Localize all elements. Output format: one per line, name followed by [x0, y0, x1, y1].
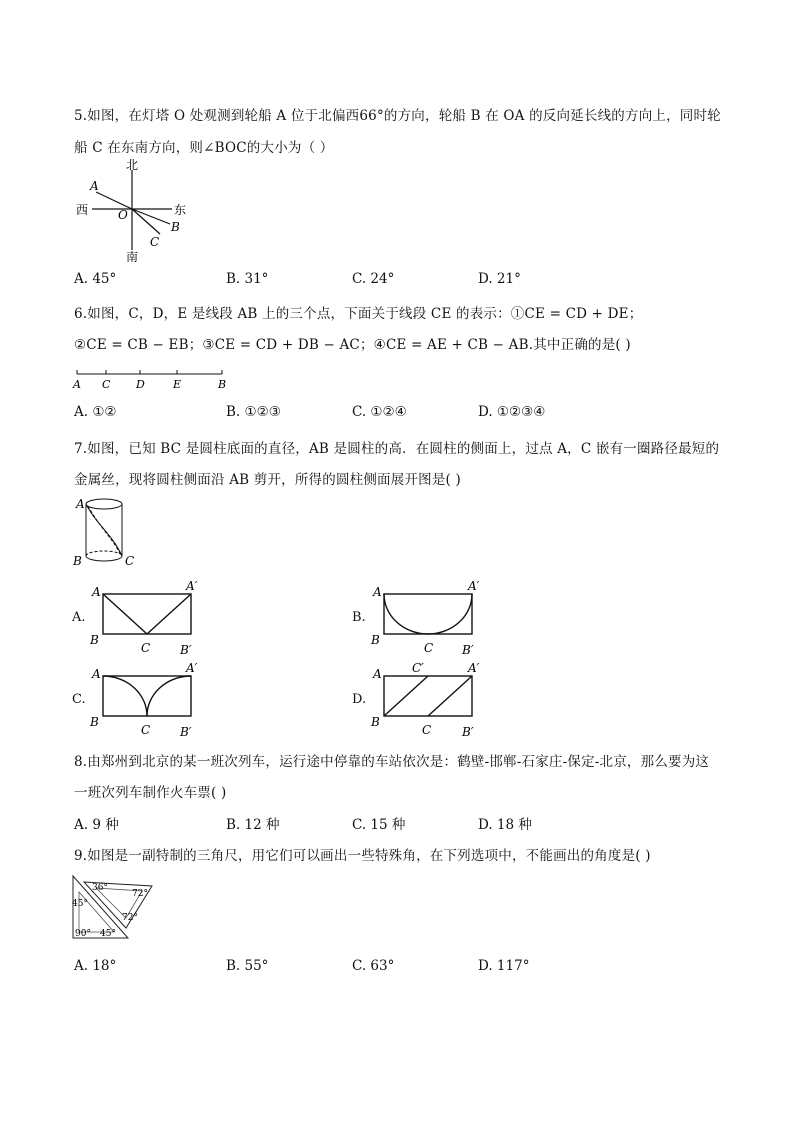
point-o-label: O: [118, 208, 128, 222]
q5-option-d[interactable]: D. 21°: [478, 271, 521, 287]
q7-option-a-figure[interactable]: [88, 578, 212, 660]
seg-point-c: C: [102, 378, 111, 391]
svg-text:C′: C′: [412, 661, 424, 675]
svg-text:B: B: [371, 633, 380, 647]
q7-cylinder-figure: [70, 494, 140, 570]
q5-stem-line2: 船 C 在东南方向，则∠BOC的大小为（ ）: [74, 140, 334, 156]
svg-text:A: A: [92, 585, 101, 599]
svg-text:C: C: [422, 723, 432, 737]
q5-option-a[interactable]: A. 45°: [74, 271, 117, 287]
svg-text:A′: A′: [186, 579, 198, 593]
q6-option-b[interactable]: B. ①②③: [226, 404, 281, 420]
q8-option-b[interactable]: B. 12 种: [226, 817, 280, 833]
q5-compass-figure: [74, 158, 204, 266]
point-a-label: A: [90, 179, 99, 193]
svg-text:C: C: [141, 723, 151, 737]
svg-text:A: A: [373, 667, 382, 681]
svg-text:B: B: [90, 633, 99, 647]
q7-option-b-figure[interactable]: [370, 578, 494, 660]
angle-72-top-label: 72°: [132, 889, 148, 899]
point-c-label: C: [150, 235, 160, 249]
angle-90-label: 90°: [75, 929, 91, 939]
q6-stem-line2: ②CE = CB − EB；③CE = CD + DB − AC；④CE = AE + CB − AB.其中正确的是( ): [74, 337, 631, 353]
q8-option-a[interactable]: A. 9 种: [74, 817, 119, 833]
svg-text:B′: B′: [462, 725, 474, 739]
svg-text:C: C: [141, 641, 151, 655]
q7-option-b-letter[interactable]: B.: [352, 610, 366, 625]
q5-stem-line1: 5.如图，在灯塔 O 处观测到轮船 A 位于北偏西66°的方向，轮船 B 在 OA 的反向延长线的方向上，同时轮: [74, 108, 721, 124]
west-label: 西: [76, 203, 89, 217]
q9-option-c[interactable]: C. 63°: [352, 958, 395, 974]
q7-option-a-letter[interactable]: A.: [72, 610, 86, 625]
q6-stem-line1: 6.如图，C，D，E 是线段 AB 上的三个点，下面关于线段 CE 的表示：①CE = CD + DE；: [74, 306, 643, 322]
q8-option-c[interactable]: C. 15 种: [352, 817, 406, 833]
q8-stem-line2: 一班次列车制作火车票( ): [74, 785, 227, 801]
angle-45-left-label: 45°: [72, 899, 88, 909]
q9-stem-line1: 9.如图是一副特制的三角尺，用它们可以画出一些特殊角，在下列选项中，不能画出的角度是( ): [74, 848, 651, 864]
q6-option-a[interactable]: A. ①②: [74, 404, 117, 420]
seg-point-e: E: [173, 378, 182, 391]
angle-72-bottom-label: 72°: [122, 913, 138, 923]
cyl-point-a: A: [76, 497, 85, 511]
angle-45-bottom-label: 45°: [100, 929, 116, 939]
svg-text:C: C: [424, 641, 434, 655]
cyl-point-b: B: [73, 554, 82, 568]
q6-segment-figure: [70, 362, 230, 392]
svg-text:B: B: [90, 715, 99, 729]
cyl-point-c: C: [125, 554, 135, 568]
q7-option-c-figure[interactable]: [88, 660, 212, 742]
q8-stem-line1: 8.由郑州到北京的某一班次列车，运行途中停靠的车站依次是：鹤壁-邯郸-石家庄-保定-北京，那么要为这: [74, 754, 710, 770]
angle-36-label: 36°: [92, 883, 108, 893]
q9-option-d[interactable]: D. 117°: [478, 958, 530, 974]
q9-option-a[interactable]: A. 18°: [74, 958, 117, 974]
q7-option-d-letter[interactable]: D.: [352, 692, 367, 707]
seg-point-a: A: [73, 378, 81, 391]
seg-point-b: B: [218, 378, 227, 391]
q5-option-c[interactable]: C. 24°: [352, 271, 395, 287]
q5-option-b[interactable]: B. 31°: [226, 271, 269, 287]
seg-point-d: D: [136, 378, 145, 391]
q7-stem-line2: 金属丝，现将圆柱侧面沿 AB 剪开，所得的圆柱侧面展开图是( ): [74, 472, 461, 488]
q7-stem-line1: 7.如图，已知 BC 是圆柱底面的直径，AB 是圆柱的高．在圆柱的侧面上，过点 A，C 嵌有一圈路径最短的: [74, 441, 720, 457]
svg-text:B′: B′: [180, 643, 192, 657]
q9-option-b[interactable]: B. 55°: [226, 958, 269, 974]
svg-text:B′: B′: [180, 725, 192, 739]
q8-option-d[interactable]: D. 18 种: [478, 817, 532, 833]
svg-text:A′: A′: [468, 579, 480, 593]
north-label: 北: [126, 158, 139, 172]
svg-text:A: A: [92, 667, 101, 681]
point-b-label: B: [171, 220, 180, 234]
svg-text:B: B: [371, 715, 380, 729]
svg-text:A: A: [373, 585, 382, 599]
svg-text:B′: B′: [462, 643, 474, 657]
q6-option-d[interactable]: D. ①②③④: [478, 404, 546, 420]
q7-option-d-figure[interactable]: [370, 660, 494, 742]
east-label: 东: [174, 203, 187, 217]
q9-set-squares-figure: [70, 872, 160, 942]
south-label: 南: [126, 250, 139, 264]
svg-text:A′: A′: [468, 661, 480, 675]
q6-option-c[interactable]: C. ①②④: [352, 404, 407, 420]
svg-text:A′: A′: [186, 661, 198, 675]
q7-option-c-letter[interactable]: C.: [72, 692, 86, 707]
